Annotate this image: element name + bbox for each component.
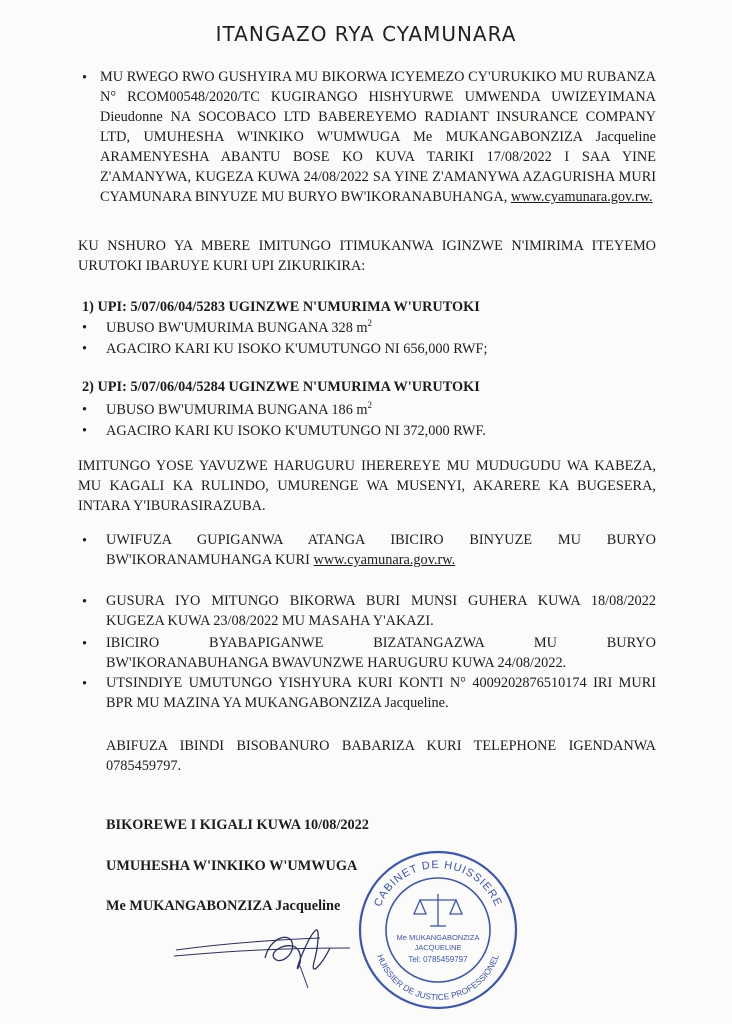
first-round-paragraph: KU NSHURO YA MBERE IMITUNGO ITIMUKANWA IGINZWE N'IMIRIMA ITEYEMO URUTOKI IBARUYE KURI UPI ZIKURIKIRA: [78, 238, 656, 274]
bid-line-2 [106, 550, 455, 570]
stamp-name-line-1: Me MUKANGABONZIZA [396, 933, 480, 942]
page-title: ITANGAZO RYA CYAMUNARA [215, 22, 517, 46]
bullet-icon: • [82, 636, 88, 652]
signature-graphic [170, 918, 360, 998]
done-at: BIKOREWE I KIGALI KUWA 10/08/2022 [106, 817, 369, 833]
stamp-inner-ring [386, 878, 490, 982]
bullet-icon: • [82, 70, 88, 86]
parcel-1-value: AGACIRO KARI KU ISOKO K'UMUTUNGO NI 656,000 RWF; [106, 341, 488, 357]
bid-text: BW'IKORANAMUHANGA KURI [106, 552, 314, 568]
bullet-icon: • [82, 341, 88, 357]
contact-paragraph: ABIFUZA IBINDI BISOBANURO BABARIZA KURI TELEPHONE IGENDANWA 0785459797. [106, 738, 656, 774]
bullet-icon: • [82, 423, 88, 439]
parcel-2-value: AGACIRO KARI KU ISOKO K'UMUTUNGO NI 372,000 RWF. [106, 423, 486, 439]
bid-line-1: UWIFUZA GUPIGANWA ATANGA IBICIRO BINYUZE MU BURYO [106, 532, 656, 548]
parcel-2-area-text: UBUSO BW'UMURIMA BUNGANA 186 m [106, 402, 368, 418]
bid-link[interactable]: www.cyamunara.gov.rw. [313, 552, 456, 568]
stamp-top-arc: CABINET DE HUISSIERE [371, 858, 505, 909]
parcel-2-heading: 2) UPI: 5/07/06/04/5284 UGINZWE N'UMURIMA W'URUTOKI [82, 379, 480, 395]
parcel-2-area [106, 400, 372, 420]
location-paragraph: IMITUNGO YOSE YAVUZWE HARUGURU IHEREREYE MU MUDUGUDU WA KABEZA, MU KAGALI KA RULINDO, UMURENGE WA MUSENYI, AKARERE KA BUGESERA, INTARA Y'IBURASIRAZUBA. [78, 458, 656, 514]
bullet-icon: • [82, 402, 88, 418]
parcel-1-area-text: UBUSO BW'UMURIMA BUNGANA 328 m [106, 320, 368, 336]
parcel-1-area-sup: 2 [367, 318, 373, 329]
parcel-1-heading: 1) UPI: 5/07/06/04/5283 UGINZWE N'UMURIMA W'URUTOKI [82, 299, 480, 315]
stamp-telephone: Tel: 0785459797 [408, 955, 468, 964]
visit-paragraph: GUSURA IYO MITUNGO BIKORWA BURI MUNSI GUHERA KUWA 18/08/2022 KUGEZA KUWA 23/08/2022 MU MASAHA Y'AKAZI. [106, 593, 656, 629]
parcel-2-area-sup: 2 [367, 400, 373, 411]
signatory-role: UMUHESHA W'INKIKO W'UMWUGA [106, 858, 358, 874]
stamp-outer-ring [360, 852, 516, 1008]
bullet-icon: • [82, 676, 88, 692]
signatory-name: Me MUKANGABONZIZA Jacqueline [106, 898, 341, 914]
intro-link[interactable]: www.cyamunara.gov.rw. [510, 189, 653, 205]
parcel-1-area [106, 318, 372, 338]
intro-text: MU RWEGO RWO GUSHYIRA MU BIKORWA ICYEMEZO CY'URUKIKO MU RUBANZA N° RCOM00548/2020/TC KUGIRANGO HISHYURWE UMWENDA UWIZEYIMANA Dieudonne NA SOCOBACO LTD BABEREYEMO RADIANT INSURANCE COMPANY LTD, UMUHESHA W'INKIKO W'UMWUGA Me MUKANGABONZIZA Jacqueline ARAMENYESHA ABANTU BOSE KO KUVA TARIKI 17/08/2022 I SAA YINE Z'AMANYWA, KUGEZA KUWA 24/08/2022 SA YINE Z'AMANYWA AZAGURISHA MURI CYAMUNARA BINYUZE MU BURYO BW'IKORANABUHANGA, [100, 69, 656, 205]
stamp-graphic [356, 848, 520, 1012]
bullet-icon: • [82, 594, 88, 610]
announce-line-2: BW'IKORANABUHANGA BWAVUNZWE HARUGURU KUWA 24/08/2022. [106, 655, 567, 671]
scales-icon [414, 894, 462, 926]
bullet-icon: • [82, 320, 88, 336]
stamp-name-line-2: JACQUELINE [414, 943, 462, 952]
intro-paragraph [100, 67, 656, 207]
announce-line-1: IBICIRO BYABAPIGANWE BIZATANGAZWA MU BURYO [106, 635, 656, 651]
stamp-bottom-arc: HUISSIER DE JUSTICE PROFESSIONEL [375, 952, 501, 1003]
deposit-paragraph: UTSINDIYE UMUTUNGO YISHYURA KURI KONTI N° 4009202876510174 IRI MURI BPR MU MAZINA YA MUKANGABONZIZA Jacqueline. [106, 675, 656, 711]
bullet-icon: • [82, 533, 88, 549]
